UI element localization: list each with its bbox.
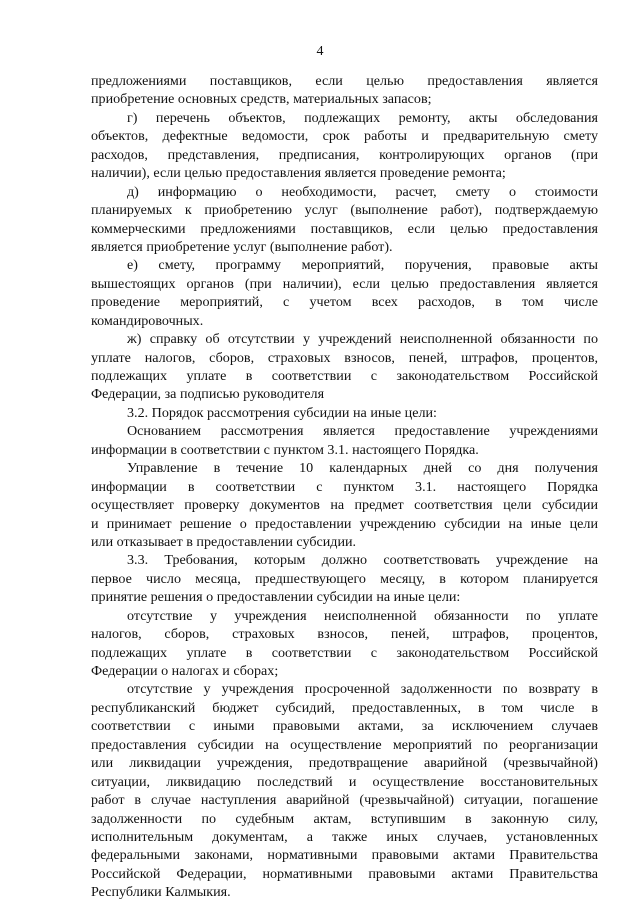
text-line: налогов, сборов, страховых взносов, пеней, штрафов, процентов, (91, 626, 598, 643)
text-line: информации в соответствии с пунктом 3.1. настоящего Порядка (91, 478, 598, 495)
text-line: Основанием рассмотрения является предоставление учреждениями (127, 423, 598, 440)
text-line: задолженности по судебным актам, вступившим в законную силу, (91, 810, 598, 827)
text-line: или ликвидации учреждения, предотвращение аварийной (чрезвычайной) (91, 755, 598, 772)
text-line: вышестоящих органов (при наличии), если целью предоставления является (91, 275, 598, 292)
text-line: осуществляет проверку документов на предмет соответствия цели субсидии (91, 497, 598, 514)
text-line: первое число месяца, предшествующего месяцу, в котором планируется (91, 570, 598, 587)
text-line: предоставления субсидии на осуществление мероприятий по реорганизации (91, 736, 598, 753)
text-line: работ в случае наступления аварийной (чрезвычайной) ситуации, погашение (91, 792, 598, 809)
text-line: е) смету, программу мероприятий, поручения, правовые акты (127, 257, 598, 274)
text-line: исполнительным документам, а также иных случаев, установленных (91, 828, 598, 845)
text-line: проведение мероприятий, с учетом всех расходов, в том числе (91, 294, 598, 311)
text-line: г) перечень объектов, подлежащих ремонту, акты обследования (127, 109, 598, 126)
text-line: или отказывает в предоставлении субсидии. (91, 533, 357, 550)
text-line: коммерческими предложениями поставщиков, если целью предоставления (91, 220, 598, 237)
text-line: федеральными законами, нормативными правовыми актами Правительства (91, 847, 598, 864)
text-line: Федерации о налогах и сборах; (91, 663, 279, 679)
text-line: расходов, представления, предписания, контролирующих органов (при (91, 146, 598, 163)
text-line: соответствии с иными правовыми актами, за исключением случаев (91, 718, 598, 735)
text-line: информации в соответствии с пунктом 3.1. настоящего Порядка. (91, 441, 479, 458)
text-line: и принимает решение о предоставлении учреждению субсидии на иные цели (91, 515, 598, 532)
text-line: Республики Калмыкия. (91, 884, 231, 901)
text-line: объектов, дефектные ведомости, срок работы и предварительную смету (91, 128, 598, 145)
text-line: является приобретение услуг (выполнение работ). (91, 238, 393, 255)
text-line: Федерации, за подписью руководителя (91, 386, 325, 403)
text-line: 3.2. Порядок рассмотрения субсидии на иные цели: (127, 404, 437, 421)
text-line: д) информацию о необходимости, расчет, смету о стоимости (127, 183, 598, 200)
text-line: предложениями поставщиков, если целью предоставления является (91, 73, 598, 89)
text-line: ж) справку об отсутствии у учреждений неисполненной обязанности по (127, 331, 598, 348)
text-line: принятие решения о предоставлении субсидии на иные цели: (91, 589, 461, 606)
page-number: 4 (316, 44, 324, 59)
text-line: наличии), если целью предоставления является проведение ремонта; (91, 165, 506, 182)
text-line: уплате налогов, сборов, страховых взносов, пеней, штрафов, процентов, (91, 349, 598, 366)
text-line: отсутствие у учреждения неисполненной обязанности по уплате (127, 607, 598, 624)
text-line: подлежащих уплате в соответствии с законодательством Российской (91, 368, 598, 384)
text-line: ситуации, ликвидацию последствий и осуществление восстановительных (91, 773, 598, 790)
text-line: Управление в течение 10 календарных дней со дня получения (127, 460, 598, 477)
text-line: Российской Федерации, нормативными правовыми актами Правительства (91, 865, 598, 882)
document-body (91, 72, 598, 902)
text-line: подлежащих уплате в соответствии с законодательством Российской (91, 644, 598, 661)
text-line: отсутствие у учреждения просроченной задолженности по возврату в (127, 681, 598, 698)
text-line: планируемых к приобретению услуг (выполнение работ), подтверждаемую (91, 202, 598, 219)
text-line: приобретение основных средств, материальных запасов; (91, 91, 432, 108)
text-line: командировочных. (91, 312, 204, 329)
text-line: республиканский бюджет субсидий, предоставленных, в том числе в (91, 699, 598, 716)
text-line: 3.3. Требования, которым должно соответствовать учреждение на (127, 552, 598, 569)
